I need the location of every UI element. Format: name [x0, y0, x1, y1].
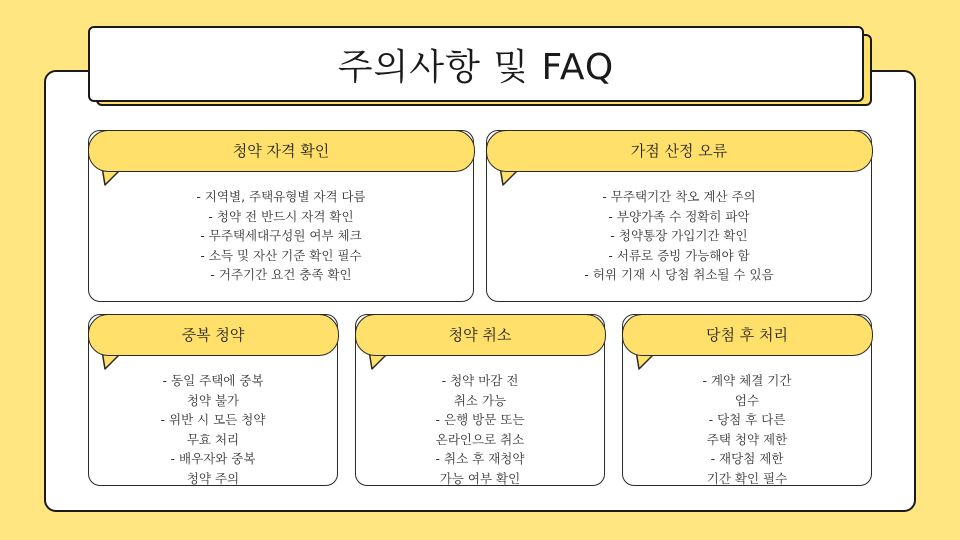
list-item: 주택 청약 제한	[706, 431, 788, 447]
page-title: 주의사항 및 FAQ	[337, 46, 615, 88]
card-duplicate	[88, 314, 338, 486]
list-item: - 소득 및 자산 기준 확인 필수	[200, 247, 362, 263]
list-item: 청약 주의	[186, 470, 240, 486]
list-item: 엄수	[734, 392, 760, 408]
card-heading-bubble	[486, 130, 873, 172]
list-item: - 부양가족 수 정확히 파악	[608, 208, 750, 224]
card-list	[89, 371, 337, 488]
card-list	[356, 371, 604, 488]
list-item: - 취소 후 재청약	[435, 451, 525, 466]
card-heading: 청약 자격 확인	[232, 142, 330, 160]
list-item: - 위반 시 모든 청약	[160, 412, 266, 427]
list-item: - 배우자와 중복	[170, 451, 256, 466]
list-item: - 당첨 후 다른	[708, 412, 786, 427]
list-item: 가능 여부 확인	[439, 470, 521, 486]
list-item: - 허위 기재 시 당첨 취소될 수 있음	[584, 267, 774, 282]
card-list	[487, 187, 871, 285]
card-cancel	[355, 314, 605, 486]
card-heading: 청약 취소	[448, 326, 512, 344]
list-item: 기간 확인 필수	[706, 470, 788, 486]
card-heading: 당첨 후 처리	[706, 326, 788, 344]
list-item: - 청약 전 반드시 자격 확인	[208, 208, 354, 224]
card-heading-bubble	[88, 314, 339, 356]
list-item: - 계약 체결 기간	[702, 373, 792, 388]
card-list	[89, 187, 473, 285]
card-after-win	[622, 314, 872, 486]
list-item: - 청약 마감 전	[441, 373, 519, 388]
card-heading-bubble	[355, 314, 606, 356]
card-list	[623, 371, 871, 488]
list-item: 청약 불가	[186, 392, 240, 408]
title-box	[88, 26, 864, 102]
list-item: - 재당첨 제한	[710, 451, 784, 466]
card-heading: 가점 산정 오류	[630, 142, 728, 160]
list-item: - 지역별, 주택유형별 자격 다름	[196, 189, 366, 204]
card-heading: 중복 청약	[181, 326, 245, 344]
list-item: - 거주기간 요건 충족 확인	[210, 267, 352, 282]
list-item: 무효 처리	[186, 431, 240, 447]
list-item: 취소 가능	[453, 392, 507, 408]
list-item: - 동일 주택에 중복	[162, 373, 264, 388]
list-item: - 무주택기간 착오 계산 주의	[602, 189, 756, 204]
list-item: - 은행 방문 또는	[435, 412, 525, 427]
list-item: 온라인으로 취소	[435, 431, 525, 447]
card-heading-bubble	[88, 130, 475, 172]
card-heading-bubble	[622, 314, 873, 356]
list-item: - 서류로 증빙 가능해야 함	[608, 247, 750, 263]
card-score-error	[486, 130, 872, 302]
list-item: - 무주택세대구성원 여부 체크	[200, 228, 362, 243]
list-item: - 청약통장 가입기간 확인	[610, 228, 748, 243]
card-eligibility	[88, 130, 474, 302]
